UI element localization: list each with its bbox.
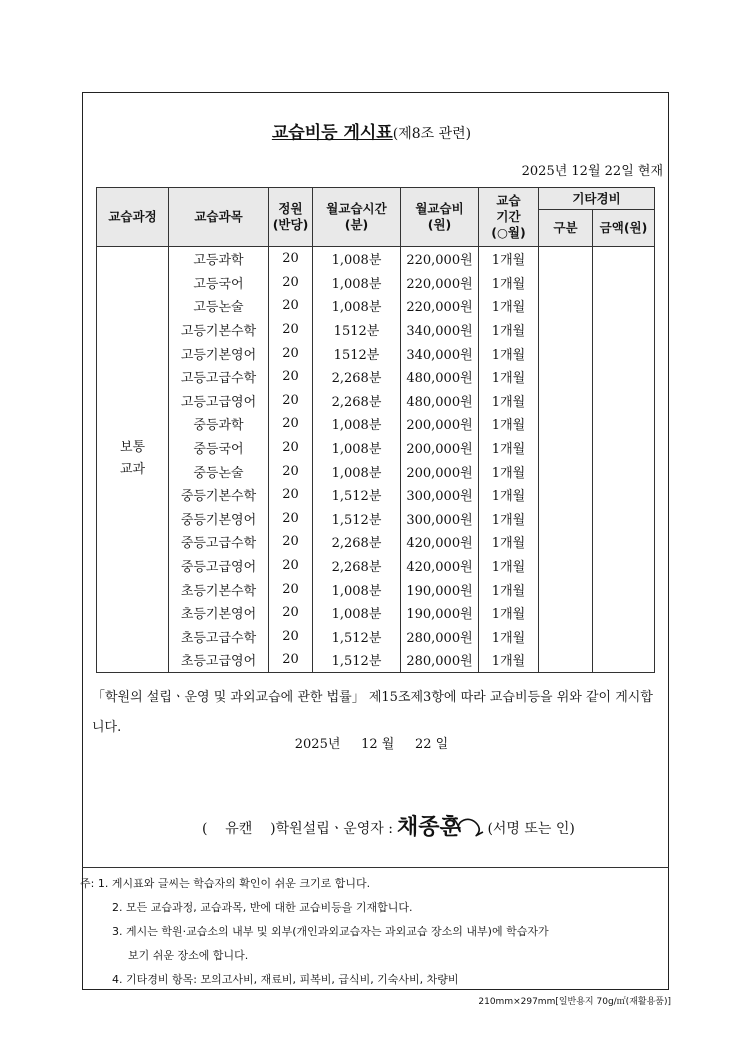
monthly-fee-cell: 220,000원 [401, 294, 479, 318]
other-amount-cell [593, 365, 655, 389]
capacity-cell: 20 [269, 601, 313, 625]
academy-name: 유캔 [225, 821, 253, 837]
capacity-cell: 20 [269, 365, 313, 389]
period-cell: 1개월 [479, 389, 539, 413]
signer-line [202, 810, 575, 848]
monthly-time-cell: 1512분 [313, 341, 401, 365]
other-amount-cell [593, 412, 655, 436]
other-amount-cell [593, 294, 655, 318]
signer-open-paren: ( [202, 821, 208, 837]
notice-date [0, 733, 743, 752]
subject-cell: 중등과학 [169, 412, 269, 436]
paper-spec: 210mm×297mm[일반용지 70g/㎡(재활용품)] [478, 997, 671, 1007]
other-type-cell [539, 436, 593, 460]
monthly-time-cell: 1,512분 [313, 648, 401, 672]
subject-cell: 중등국어 [169, 436, 269, 460]
period-cell: 1개월 [479, 601, 539, 625]
monthly-fee-cell: 200,000원 [401, 412, 479, 436]
period-cell: 1개월 [479, 271, 539, 295]
period-cell: 1개월 [479, 412, 539, 436]
period-cell: 1개월 [479, 577, 539, 601]
table-row [97, 530, 655, 554]
header-other-type: 구분 [539, 210, 593, 247]
other-type-cell [539, 294, 593, 318]
monthly-fee-cell: 190,000원 [401, 577, 479, 601]
other-amount-cell [593, 554, 655, 578]
signer-role: )학원설립ㆍ운영자 : [270, 821, 393, 837]
period-cell: 1개월 [479, 294, 539, 318]
subject-cell: 초등고급수학 [169, 625, 269, 649]
subject-cell: 고등과학 [169, 247, 269, 271]
monthly-time-cell: 1,008분 [313, 577, 401, 601]
monthly-time-cell: 2,268분 [313, 389, 401, 413]
notice-month: 12 월 [361, 737, 395, 752]
subject-cell: 고등논술 [169, 294, 269, 318]
capacity-cell: 20 [269, 341, 313, 365]
other-type-cell [539, 601, 593, 625]
table-row [97, 459, 655, 483]
notice-text: 「학원의 설립ㆍ운영 및 과외교습에 관한 법률」 제15조제3항에 따라 교습비등을 위와 같이 게시합니다. [92, 690, 653, 735]
other-type-cell [539, 459, 593, 483]
monthly-time-cell: 2,268분 [313, 365, 401, 389]
other-type-cell [539, 389, 593, 413]
signature-text: 채종훈 [397, 815, 462, 840]
sign-suffix: (서명 또는 인) [487, 821, 575, 837]
monthly-time-cell: 1512분 [313, 318, 401, 342]
monthly-fee-cell: 200,000원 [401, 436, 479, 460]
header-other-amount: 금액(원) [593, 210, 655, 247]
monthly-fee-cell: 280,000원 [401, 648, 479, 672]
subject-cell: 초등기본수학 [169, 577, 269, 601]
period-cell: 1개월 [479, 554, 539, 578]
monthly-fee-cell: 340,000원 [401, 341, 479, 365]
period-cell: 1개월 [479, 247, 539, 271]
period-cell: 1개월 [479, 483, 539, 507]
monthly-time-cell: 1,512분 [313, 483, 401, 507]
period-cell: 1개월 [479, 341, 539, 365]
note-3-cont: 보기 쉬운 장소에 합니다. [128, 949, 249, 962]
capacity-cell: 20 [269, 577, 313, 601]
header-monthly-time: 월교습시간 (분) [313, 188, 401, 247]
other-amount-cell [593, 436, 655, 460]
other-amount-cell [593, 389, 655, 413]
monthly-fee-cell: 420,000원 [401, 554, 479, 578]
other-type-cell [539, 318, 593, 342]
monthly-fee-cell: 420,000원 [401, 530, 479, 554]
subject-cell: 초등고급영어 [169, 648, 269, 672]
other-amount-cell [593, 341, 655, 365]
monthly-fee-cell: 190,000원 [401, 601, 479, 625]
other-type-cell [539, 483, 593, 507]
header-monthly-fee: 월교습비 (원) [401, 188, 479, 247]
capacity-cell: 20 [269, 483, 313, 507]
subject-cell: 고등고급영어 [169, 389, 269, 413]
table-row [97, 271, 655, 295]
other-type-cell [539, 648, 593, 672]
capacity-cell: 20 [269, 389, 313, 413]
period-cell: 1개월 [479, 625, 539, 649]
other-type-cell [539, 341, 593, 365]
other-amount-cell [593, 530, 655, 554]
monthly-time-cell: 1,008분 [313, 294, 401, 318]
monthly-time-cell: 1,008분 [313, 459, 401, 483]
monthly-time-cell: 2,268분 [313, 554, 401, 578]
other-amount-cell [593, 247, 655, 271]
period-cell: 1개월 [479, 530, 539, 554]
other-type-cell [539, 247, 593, 271]
table-row [97, 625, 655, 649]
other-type-cell [539, 271, 593, 295]
table-row [97, 389, 655, 413]
table-row [97, 601, 655, 625]
note-3: 3. 게시는 학원·교습소의 내부 및 외부(개인과외교습자는 과외교습 장소의 내부)에 학습자가 [112, 925, 549, 938]
period-cell: 1개월 [479, 507, 539, 531]
other-type-cell [539, 412, 593, 436]
fee-table [96, 187, 655, 673]
title-ref: (제8조 관련) [392, 126, 472, 142]
other-amount-cell [593, 601, 655, 625]
other-amount-cell [593, 483, 655, 507]
header-capacity: 정원 (반당) [269, 188, 313, 247]
subject-cell: 고등기본수학 [169, 318, 269, 342]
capacity-cell: 20 [269, 625, 313, 649]
as-of-date: 2025년 12월 22일 현재 [521, 164, 663, 179]
footnotes [80, 872, 549, 992]
monthly-time-cell: 1,008분 [313, 271, 401, 295]
capacity-cell: 20 [269, 247, 313, 271]
period-cell: 1개월 [479, 459, 539, 483]
table-row [97, 507, 655, 531]
table-row [97, 554, 655, 578]
monthly-time-cell: 1,008분 [313, 247, 401, 271]
other-type-cell [539, 507, 593, 531]
subject-cell: 중등기본영어 [169, 507, 269, 531]
monthly-fee-cell: 340,000원 [401, 318, 479, 342]
notice-day: 22 일 [415, 737, 449, 752]
table-row [97, 318, 655, 342]
fee-rows [97, 247, 655, 673]
note-1: 주: 1. 게시표와 글씨는 학습자의 확인이 쉬운 크기로 합니다. [80, 877, 371, 890]
monthly-time-cell: 2,268분 [313, 530, 401, 554]
title-main: 교습비등 게시표 [271, 123, 393, 143]
subject-cell: 초등기본영어 [169, 601, 269, 625]
period-cell: 1개월 [479, 436, 539, 460]
capacity-cell: 20 [269, 436, 313, 460]
other-amount-cell [593, 271, 655, 295]
other-type-cell [539, 554, 593, 578]
other-amount-cell [593, 507, 655, 531]
monthly-fee-cell: 220,000원 [401, 271, 479, 295]
note-4: 4. 기타경비 항목: 모의고사비, 재료비, 피복비, 급식비, 기숙사비, 차량비 [112, 973, 459, 986]
subject-cell: 중등고급수학 [169, 530, 269, 554]
capacity-cell: 20 [269, 294, 313, 318]
capacity-cell: 20 [269, 507, 313, 531]
monthly-fee-cell: 480,000원 [401, 365, 479, 389]
table-row [97, 341, 655, 365]
header-subject: 교습과목 [169, 188, 269, 247]
header-course: 교습과정 [97, 188, 169, 247]
table-row [97, 365, 655, 389]
monthly-time-cell: 1,008분 [313, 412, 401, 436]
other-type-cell [539, 625, 593, 649]
monthly-fee-cell: 300,000원 [401, 507, 479, 531]
other-type-cell [539, 365, 593, 389]
monthly-fee-cell: 200,000원 [401, 459, 479, 483]
monthly-fee-cell: 220,000원 [401, 247, 479, 271]
subject-cell: 고등고급수학 [169, 365, 269, 389]
subject-cell: 중등논술 [169, 459, 269, 483]
other-amount-cell [593, 459, 655, 483]
subject-cell: 고등기본영어 [169, 341, 269, 365]
subject-cell: 고등국어 [169, 271, 269, 295]
monthly-fee-cell: 300,000원 [401, 483, 479, 507]
table-row [97, 648, 655, 672]
table-row [97, 436, 655, 460]
footnote-divider [82, 867, 669, 868]
header-period: 교습 기간 (○월) [479, 188, 539, 247]
note-2: 2. 모든 교습과정, 교습과목, 반에 대한 교습비등을 기재합니다. [112, 901, 413, 914]
subject-cell: 중등고급영어 [169, 554, 269, 578]
monthly-time-cell: 1,008분 [313, 601, 401, 625]
period-cell: 1개월 [479, 318, 539, 342]
other-type-cell [539, 530, 593, 554]
course-name-cell: 보통 교과 [97, 247, 169, 673]
other-amount-cell [593, 625, 655, 649]
table-row [97, 247, 655, 271]
other-amount-cell [593, 648, 655, 672]
notice-year: 2025년 [294, 737, 341, 752]
table-row [97, 577, 655, 601]
monthly-fee-cell: 480,000원 [401, 389, 479, 413]
table-row [97, 483, 655, 507]
period-cell: 1개월 [479, 648, 539, 672]
other-amount-cell [593, 318, 655, 342]
monthly-time-cell: 1,008분 [313, 436, 401, 460]
capacity-cell: 20 [269, 412, 313, 436]
capacity-cell: 20 [269, 459, 313, 483]
signature-image [397, 810, 487, 848]
table-row [97, 412, 655, 436]
table-row [97, 294, 655, 318]
capacity-cell: 20 [269, 648, 313, 672]
header-other-expenses: 기타경비 [539, 188, 655, 210]
monthly-fee-cell: 280,000원 [401, 625, 479, 649]
monthly-time-cell: 1,512분 [313, 625, 401, 649]
other-amount-cell [593, 577, 655, 601]
other-type-cell [539, 577, 593, 601]
capacity-cell: 20 [269, 530, 313, 554]
capacity-cell: 20 [269, 554, 313, 578]
page-title [0, 118, 743, 143]
period-cell: 1개월 [479, 365, 539, 389]
capacity-cell: 20 [269, 271, 313, 295]
subject-cell: 중등기본수학 [169, 483, 269, 507]
capacity-cell: 20 [269, 318, 313, 342]
monthly-time-cell: 1,512분 [313, 507, 401, 531]
